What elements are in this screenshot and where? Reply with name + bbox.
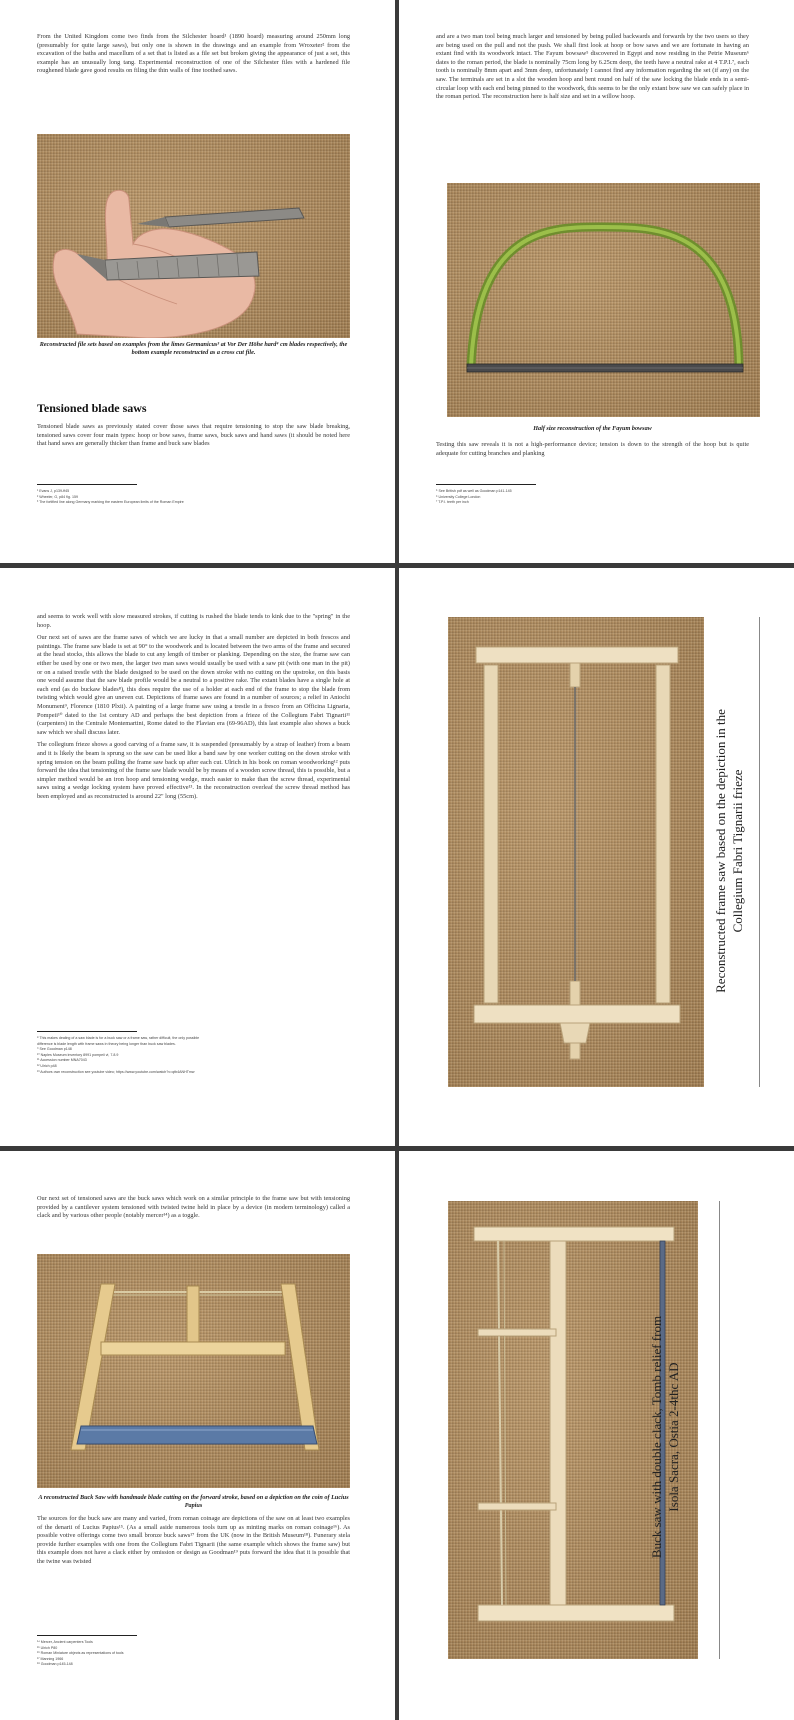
footnote: ¹⁰ Naples Museum inventory 8991 pompeii vi, 7.8.9 (37, 1052, 119, 1057)
page-3 (0, 568, 395, 1146)
paragraph: The collegium frieze shows a good carving of a frame saw, it is suspended (presumably by a strap of leather) from a beam and it is likely the beam is sprung so the saw can be used like a band saw by one worker cutting on the down stroke with spring tension on the beam pulling the frame saw back up after each cut. Ulrich in his book on roman woodworking¹² puts forward the idea that tensioning of the frame saw blade would be by means of a wooden screw thread, this is possible, but a simpler method would be an iron hoop and tensioning wedge, much easier to make than the screw thread, experimental saws using a wedge locking system have proved effective¹³. In the reconstruction overleaf the screw thread method has been employed and as reconstructed is around 22" long (55cm). (37, 741, 350, 800)
caption-line: Isola Sacra, Ostia 2-4thc AD (666, 1362, 681, 1512)
page-1 (0, 0, 395, 563)
paragraph: Our next set of saws are the frame saws of which we are lucky in that a small number are depicted in both frescos and paintings. The frame saw blade is set at 90° to the woodwork and is located between the two arms of the frame and secured at the head stocks, this allows the blade to cut any length of timber or planking. Depending on the size, the frame saw can either be used by one or two men, the larger two man saws would usually be used with a saw pit (with one man in the pit) or on a raised trestle with the blade designed to be used on the down stroke with no cutting on the upstroke, on this basis one would assume that the saw blade profile would be a neutral to a positive rake. The extant blades have a single hole at each end (as do buckaw blades⁸), this does require the use of a holder at each end of the frame to stop the blade from twisting which would give an uneven cut. Depictions of frame saws are found in a number of sources; a relief in Aniochi Monument⁹, Florence (1810 Plxii). A painting of a large frame saw using a trestle in a fresco from an Officina Lignaria, Pompeii¹⁰ dated to the 1st century AD and perhaps the best depiction from a frieze of the Collegium Fabri Tignarii¹¹ (carpenters) in the Centrale Montemartini, Rome dated to the Flavian era (69-96AD), this last example also shows a buck saw which we shall discuss later. (37, 634, 350, 736)
frame-saw-vertical-caption (712, 631, 746, 1071)
frame-saw-photo (448, 617, 704, 1087)
footnote: ⁹ See Goodman p148 (37, 1047, 72, 1052)
caption-line: Buck saw with double clack, Tomb relief from (649, 1315, 664, 1559)
page5-intro-text: Our next set of tensioned saws are the buck saws which work on a similar principle to the frame saw but with tensioning provided by a cantilever system tensioned with twisted twine held in place by a device (in modern terminology) called a clack and by various other people (notably mercer¹⁴) as a toggle. (37, 1195, 350, 1220)
footnote: ¹ Evans J, p139-ff45 (37, 489, 70, 493)
page1-footnotes (37, 489, 350, 506)
frame-saw-image (448, 617, 704, 1087)
page1-intro-text: From the United Kingdom come two finds from the Silchester hoard¹ (1890 hoard) measuring around 250mm long (presumably for quite large saws), but only one is shown in the drawings and an example from Wroxeter² from the excavation of the baths and macellum of a set that is listed as a file set but broken giving the appearance of just a set, this example has an unusually long tang. Experimental reconstruction of one of the Silchester files with a hardened file roughened blade gave good results on filing the thin walls of fine toothed saws. (37, 33, 350, 75)
page2-after-text: Testing this saw reveals it is not a high-performance device; tension is down to the strength of the hoop but is quite adequate for cutting branches and planking (436, 441, 749, 457)
footnote: ² Wheeler, G, p84 fig. 159 (37, 494, 78, 499)
footnote-rule (436, 484, 536, 485)
page5-text: The sources for the buck saw are many and varied, from roman coinage are depictions of the saw on at least two examples of the denarii of Lucius Papius¹⁵. (As a small aside numerous tools turn up as minting marks on roman coinage¹⁶). As possible votive offerings come two small bronze buck saws¹⁷ from the UK (now in the British Museum¹⁸). Funerary stela provide further examples with one from the Collegium Fabri Tignarii (the same example which shows the frame saw) but this example does not have a clack either by omission or design as Goodman¹⁹ puts forward the idea that it is possible that the twine was twisted (37, 1515, 350, 1565)
file-sets-caption: Reconstructed file sets based on examples from the limes Germanicus³ at Vor Der Höhe hard⁴ cm blades respectively, the bottom example reconstructed as a cross cut file. (39, 341, 348, 357)
footnote: ¹⁵ Ulrich P80 (37, 1645, 58, 1650)
page3-text (37, 613, 350, 805)
footnote: ¹² Ulrich p48 (37, 1063, 57, 1068)
file-sets-photo (37, 134, 350, 338)
paragraph: and seems to work well with slow measured strokes, if cutting is rushed the blade tends to kink due to the "spring" in the hoop. (37, 613, 350, 629)
page5-footnotes (37, 1640, 350, 1668)
bowsaw-image (447, 183, 760, 417)
page2-footnotes (436, 489, 749, 506)
footnote: ⁶ University College London (436, 494, 481, 499)
footnote: ¹⁶ Roman Miniature objects as representations of tools (37, 1651, 124, 1656)
footnote-rule (37, 1031, 137, 1032)
buck-saw-photo (37, 1254, 350, 1488)
hand-holding-files-image (37, 134, 350, 338)
footnote: ¹¹ Accession number MNA7043 (37, 1058, 87, 1063)
page-5 (0, 1151, 395, 1720)
footnote: ¹⁴ Mercer, Ancient carpenters Tools (37, 1640, 93, 1644)
page3-footnotes (37, 1036, 350, 1075)
page-4 (399, 568, 794, 1146)
footnote-rule (37, 1635, 137, 1636)
buck-saw-vertical-caption (648, 1237, 682, 1637)
section-heading: Tensioned blade saws (37, 401, 147, 415)
caption-line: Reconstructed frame saw based on the depiction in the (713, 709, 728, 993)
footnote: ¹⁸ Goodman p145-148 (37, 1662, 73, 1667)
footnote-rule (37, 484, 137, 485)
buck-saw-image (37, 1254, 350, 1488)
caption-line: Collegium Fabri Tignarii frieze (730, 769, 745, 933)
footnote: ¹³ Authors own reconstruction see youtube video; https://www.youtube.com/watch?v=qtb4ANHTmw (37, 1069, 195, 1074)
page2-intro-text: and are a two man tool being much larger and tensioned by being pulled backwards and forwards by the two users so they are being used on the pull and not the push. We shall first look at hoop or bow saws and we are fortunate in having an extant find with its woodwork intact. The Fayum bowsaw⁵ discovered in Egypt and now residing in the Petrie Museum⁶ dates to the roman period, the blade is nominally 75cm long by 6.25cm deep, the teeth have a neutral rake at 4 T.P.I.⁷, each tooth is nominally 8mm apart and 3mm deep, unfortunately I cannot find any information regarding the set (if any) on the saw. The terminals are set in a slot the wooden hoop and bent round on half of the saw locking the blade ends in a semi-circular loop with each end being pinned to the woodwork, this seems to be the only extant bow saw we can safely place in the roman period. The reconstruction here is half size and set in a willow hoop. (436, 33, 749, 101)
footnote: ³ The fortified line along Germany marking the eastern European limits of the Roman Empire (37, 500, 184, 505)
caption-divider (719, 1201, 720, 1659)
page-6 (399, 1151, 794, 1720)
footnote: ⁷ T.P.I. teeth per inch (436, 500, 469, 505)
buck-saw-caption: A reconstructed Buck Saw with handmade blade cutting on the forward stroke, based on a depiction on the coin of Lucius Papius (38, 1494, 349, 1510)
bowsaw-caption: Half size reconstruction of the Fayum bowsaw (533, 425, 652, 432)
page1-section-text: Tensioned blade saws as previously stated cover those saws that require tensioning to stop the saw blade breaking, tensioned saws cover four main types: hoop or bow saws, frame saws, buck saws and hand saws (it should be noted here that hand saws are generally thicker than frame and buck saw blades (37, 423, 350, 448)
page-2 (399, 0, 794, 563)
bowsaw-photo (447, 183, 760, 417)
footnote: difference is blade length with frame saws in theory being longer than buck saw blades. (37, 1041, 176, 1046)
footnote: ⁵ See British pdf as well as Goodman p141-145 (436, 489, 512, 493)
footnote: ¹⁷ Manning 1966 (37, 1656, 64, 1661)
footnote: ⁸ This makes dealing of a saw blade is for a buck saw or a frame saw, rather difficult, the only possible (37, 1036, 200, 1040)
caption-divider (759, 617, 760, 1087)
